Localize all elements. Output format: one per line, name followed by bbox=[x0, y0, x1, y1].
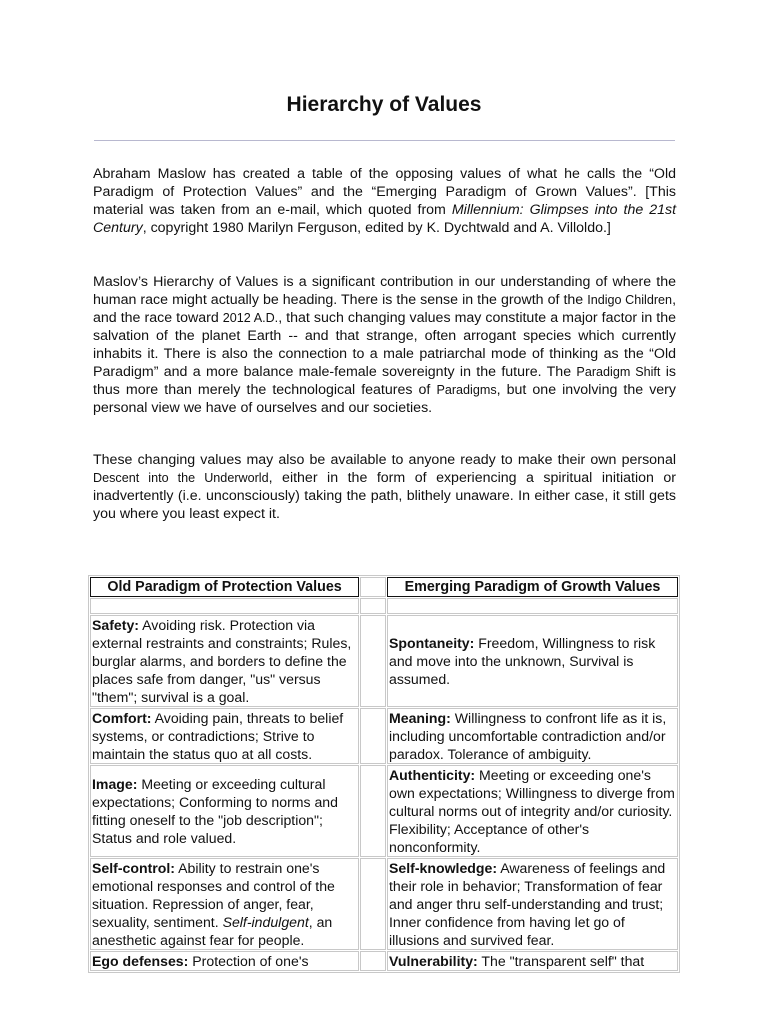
header-old-paradigm: Old Paradigm of Protection Values bbox=[90, 577, 359, 597]
title-divider bbox=[94, 140, 675, 141]
value-description: The "transparent self" that bbox=[477, 953, 645, 969]
value-term: Image: bbox=[92, 776, 138, 792]
new-value-cell bbox=[387, 951, 678, 971]
old-value-cell bbox=[90, 951, 359, 971]
empty-cell bbox=[360, 598, 386, 614]
value-description: Meeting or exceeding cultural expectations; Conforming to norms and fitting oneself to the "job description"; Status and role valued. bbox=[92, 776, 338, 846]
table-spacer-row bbox=[90, 598, 678, 614]
empty-cell bbox=[387, 598, 678, 614]
value-description: Meeting or exceeding one's own expectations; Willingness to diverge from cultural norms out of integrity and/or curiosity. Flexibility; Acceptance of other's nonconformity. bbox=[388, 767, 675, 855]
header-spacer bbox=[360, 577, 386, 597]
paradigms-link[interactable]: Paradigms bbox=[436, 383, 497, 397]
intro-text: These changing values may also be available to anyone ready to make their own personal bbox=[93, 452, 676, 468]
table-row bbox=[90, 615, 678, 707]
value-description: Freedom, Willingness to risk and move into the unknown, Survival is assumed. bbox=[388, 635, 656, 687]
table-row bbox=[90, 708, 678, 764]
header-emerging-paradigm: Emerging Paradigm of Growth Values bbox=[387, 577, 678, 597]
intro-text: , and the race toward bbox=[93, 292, 677, 326]
table-header-row bbox=[90, 577, 678, 597]
intro-text: , but one involving the very personal view we have of ourselves and our societies. bbox=[93, 382, 676, 416]
descent-underworld-link[interactable]: Descent into the Underworld bbox=[93, 471, 269, 485]
value-description: , an anesthetic against fear for people. bbox=[92, 914, 333, 948]
old-value-cell bbox=[90, 708, 359, 764]
book-title: Millennium: Glimpses into the 21st Century bbox=[93, 202, 677, 236]
empty-cell bbox=[360, 615, 386, 707]
intro-text: , that such changing values may constitute a major factor in the salvation of the planet Earth -- and that strange, often arrogant species which currently inhabits it. There is also the connection to a male patriarchal mode of thinking as the “Old Paradigm” and a more balance male-female sovereignty in the future. The bbox=[93, 310, 676, 380]
value-term: Authenticity: bbox=[388, 767, 476, 783]
value-description: Protection of one's bbox=[188, 953, 309, 969]
empty-cell bbox=[360, 708, 386, 764]
old-value-cell bbox=[90, 765, 359, 857]
value-term: Safety: bbox=[92, 617, 139, 633]
new-value-cell bbox=[387, 858, 678, 950]
values-table bbox=[88, 575, 680, 973]
value-term: Spontaneity: bbox=[388, 635, 475, 651]
empty-cell bbox=[360, 951, 386, 971]
intro-paragraph-3 bbox=[93, 451, 676, 523]
value-term: Comfort: bbox=[92, 710, 152, 726]
old-value-cell bbox=[90, 858, 359, 950]
table-row bbox=[90, 858, 678, 950]
intro-text: , either in the form of experiencing a spiritual initiation or inadvertently (i.e. unconsciously) taking the path, blithely unaware. In either case, it still gets you where you least expect it. bbox=[93, 470, 676, 522]
intro-text: , copyright 1980 Marilyn Ferguson, edited by K. Dychtwald and A. Villoldo.] bbox=[142, 220, 611, 236]
empty-cell bbox=[360, 858, 386, 950]
intro-text: Maslov’s Hierarchy of Values is a significant contribution in our understanding of where the human race might actually be heading. There is the sense in the growth of the bbox=[93, 274, 676, 308]
2012-ad-link[interactable]: 2012 A.D. bbox=[222, 311, 279, 325]
old-value-cell bbox=[90, 615, 359, 707]
table-row bbox=[90, 765, 678, 857]
value-description: Willingness to confront life as it is, including uncomfortable contradiction and/or paradox. Tolerance of ambiguity. bbox=[388, 710, 667, 762]
indigo-children-link[interactable]: Indigo Children bbox=[587, 293, 673, 307]
value-term: Self-knowledge: bbox=[388, 860, 498, 876]
new-value-cell bbox=[387, 708, 678, 764]
value-term: Ego defenses: bbox=[92, 953, 189, 969]
empty-cell bbox=[360, 765, 386, 857]
intro-text: is thus more than merely the technological features of bbox=[93, 364, 676, 398]
value-description: Ability to restrain one's emotional responses and control of the situation. Repression of anger, fear, sexuality, sentiment. bbox=[92, 860, 335, 930]
intro-paragraph-1 bbox=[93, 165, 676, 237]
paradigm-shift-link[interactable]: Paradigm Shift bbox=[576, 365, 661, 379]
value-description: Awareness of feelings and their role in behavior; Transformation of fear and anger thru self-understanding and trust; Inner confidence from having let go of illusions and survived fear. bbox=[388, 860, 666, 948]
value-term: Vulnerability: bbox=[388, 953, 478, 969]
table-row bbox=[90, 951, 678, 971]
value-emphasis: Self-indulgent bbox=[222, 914, 309, 930]
value-description: Avoiding risk. Protection via external restraints and constraints; Rules, burglar alarms, and borders to define the places safe from danger, "us" versus "them"; survival is a goal. bbox=[92, 617, 352, 705]
intro-paragraph-2 bbox=[93, 273, 676, 417]
intro-text: Abraham Maslow has created a table of the opposing values of what he calls the “Old Paradigm of Protection Values” and the “Emerging Paradigm of Grown Values”. [This material was taken from an e-mail, which quoted from bbox=[93, 166, 676, 218]
empty-cell bbox=[90, 598, 359, 614]
new-value-cell bbox=[387, 765, 678, 857]
new-value-cell bbox=[387, 615, 678, 707]
value-term: Self-control: bbox=[92, 860, 175, 876]
value-term: Meaning: bbox=[388, 710, 451, 726]
value-description: Avoiding pain, threats to belief systems, or contradictions; Strive to maintain the status quo at all costs. bbox=[92, 710, 344, 762]
page-title: Hierarchy of Values bbox=[286, 93, 482, 116]
